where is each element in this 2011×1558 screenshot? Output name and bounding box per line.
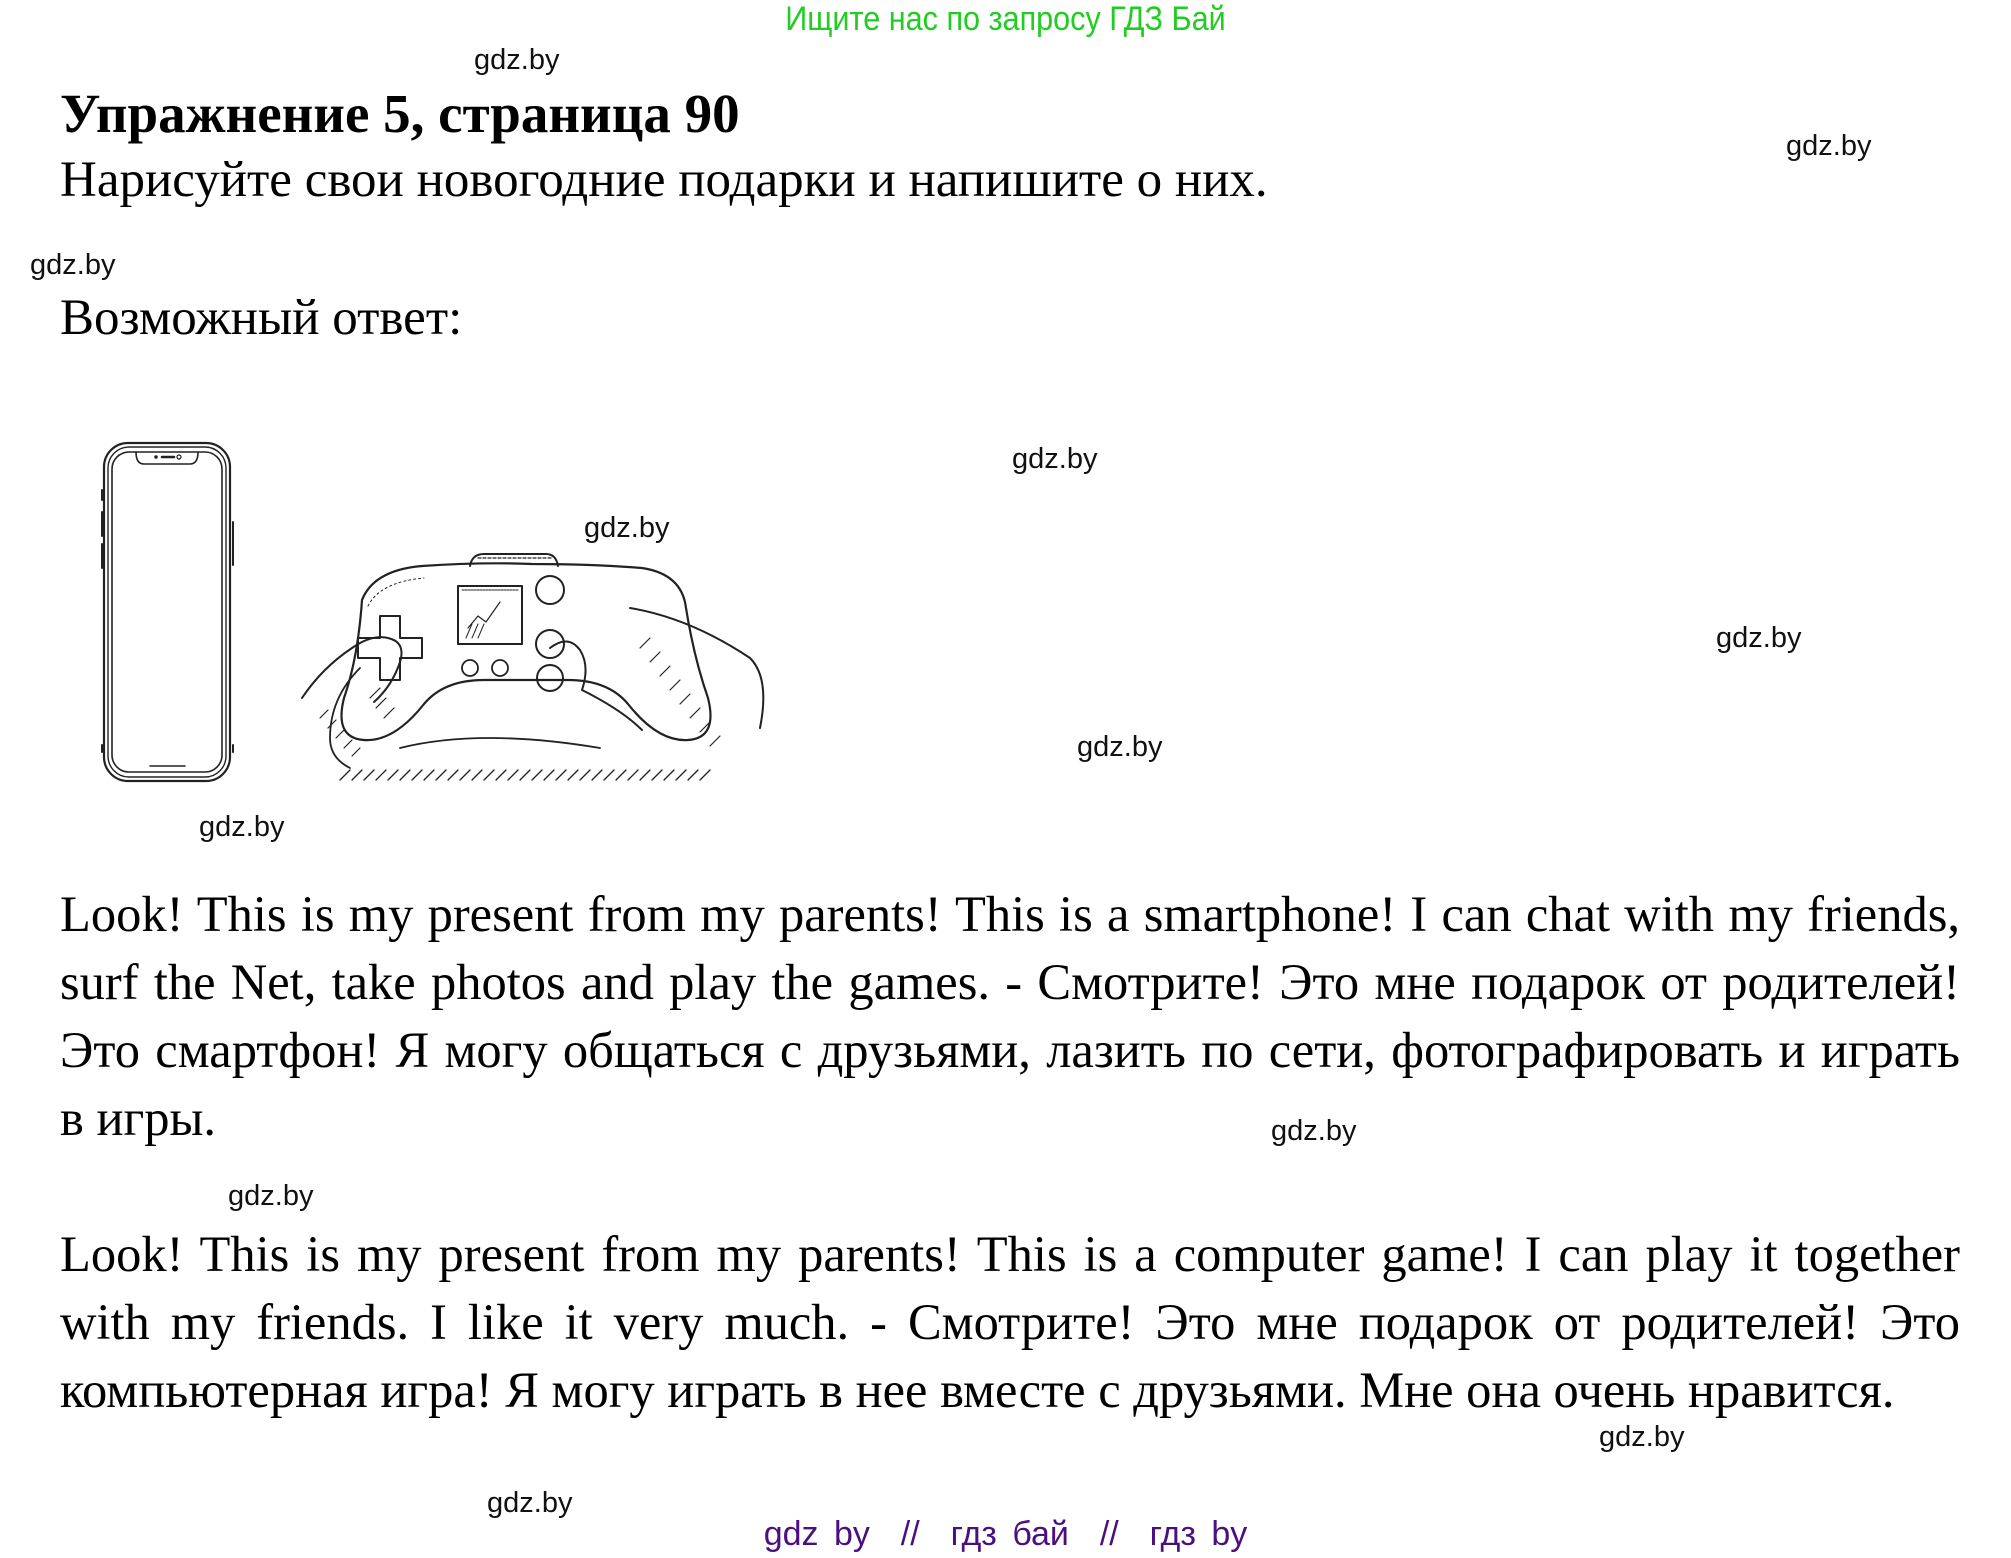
watermark: gdz.by [1786, 130, 1872, 162]
watermark: gdz.by [1271, 1115, 1357, 1147]
smartphone-drawing-icon [100, 440, 235, 786]
watermark: gdz.by [1599, 1421, 1685, 1453]
watermark: gdz.by [487, 1487, 573, 1519]
watermark: gdz.by [30, 249, 116, 281]
watermark: gdz.by [474, 44, 560, 76]
exercise-instruction: Нарисуйте свои новогодние подарки и напишите о них. [60, 152, 1268, 208]
page-title: Упражнение 5, страница 90 [60, 83, 740, 144]
search-banner: Ищите нас по запросу ГДЗ Бай [785, 0, 1226, 38]
footer-links: gdz by // гдз бай // гдз by [763, 1515, 1248, 1553]
watermark: gdz.by [228, 1180, 314, 1212]
watermark: gdz.by [1716, 622, 1802, 654]
watermark: gdz.by [1077, 731, 1163, 763]
gamepad-drawing-icon [300, 548, 780, 793]
answer-paragraph-computer-game: Look! This is my present from my parents! This is a computer game! I can play it together with my friends. I like it very much. - Смотрите! Это мне подарок от родителей! Это компьютерная игра! Я могу играть в нее вместе с друзьями. Мне она очень нравится. [60, 1226, 1960, 1418]
answer-paragraph-smartphone: Look! This is my present from my parents! This is a smartphone! I can chat with my friends, surf the Net, take photos and play the games. - Смотрите! Это мне подарок от родителей! Это смартфон! Я могу общаться с друзьями, лазить по сети, фотографировать и играть в игры. [60, 886, 1960, 1146]
watermark: gdz.by [584, 512, 670, 544]
watermark: gdz.by [199, 811, 285, 843]
watermark: gdz.by [1012, 443, 1098, 475]
answer-label: Возможный ответ: [60, 290, 463, 346]
